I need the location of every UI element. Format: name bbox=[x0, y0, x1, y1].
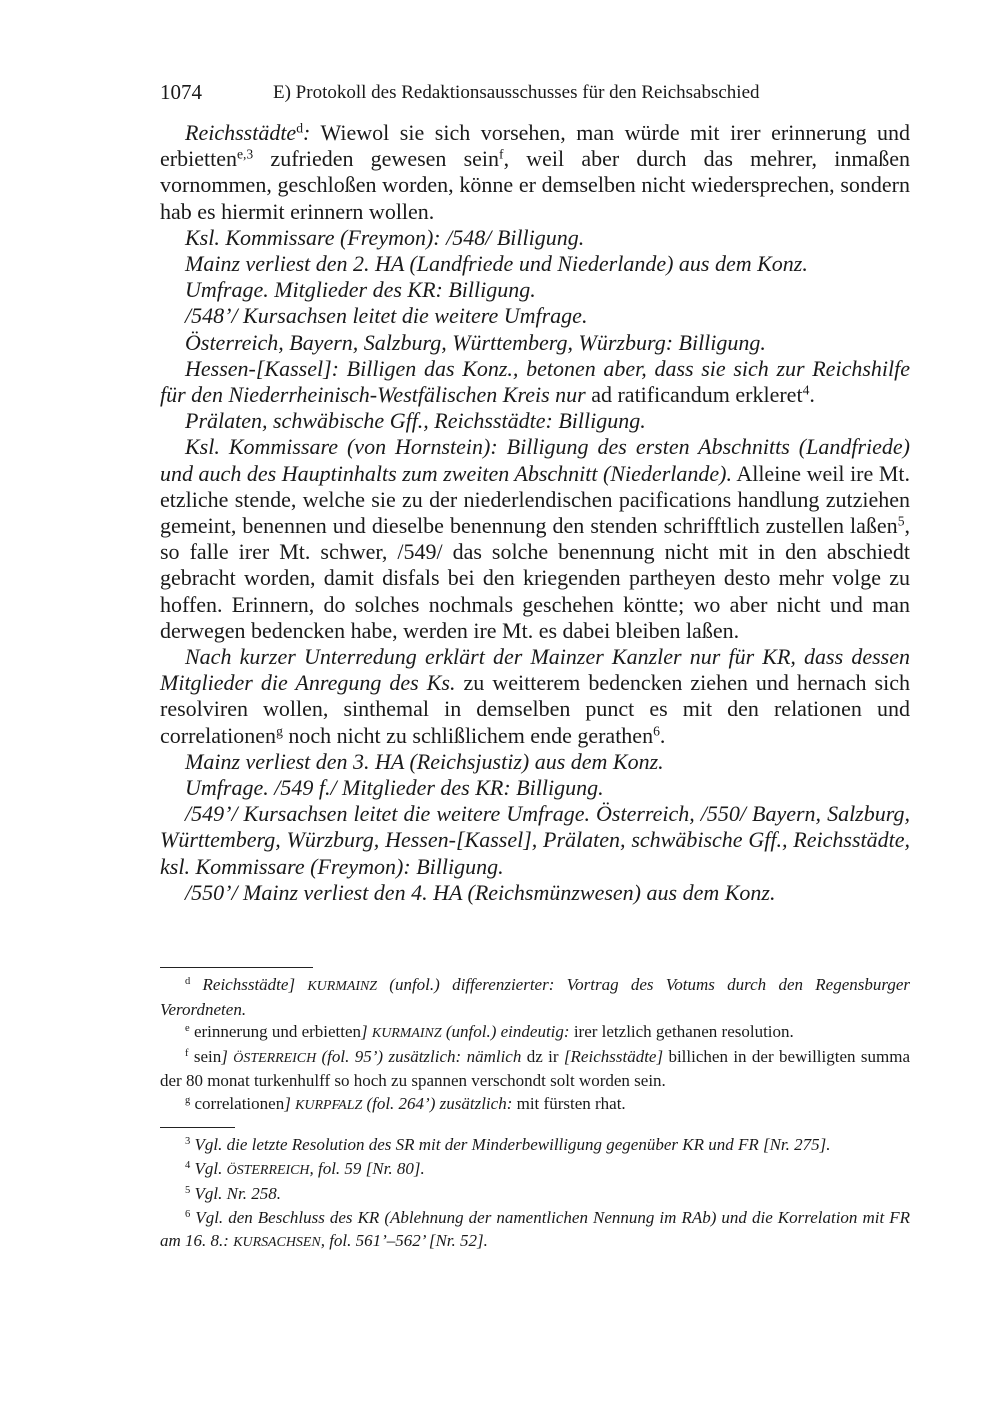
text-segment: KURSACHSEN bbox=[233, 1235, 321, 1250]
text-segment: Vgl. bbox=[190, 1158, 227, 1178]
text-segment: , fol. 59 [Nr. 80]. bbox=[309, 1158, 425, 1178]
text-segment: mit fürsten rhat. bbox=[512, 1093, 626, 1113]
text-segment: Hessen-[Kassel]: Billigen das Konz., betonen aber, dass sie sich zur Reichshilfe für den Niederrheinisch-Westfälischen Kreis nur bbox=[160, 355, 910, 408]
note-marker: 6 bbox=[653, 723, 660, 739]
footnote bbox=[160, 1133, 910, 1157]
footnote bbox=[160, 1206, 910, 1255]
note-marker: 6 bbox=[185, 1208, 191, 1220]
paragraph bbox=[160, 775, 910, 801]
text-segment: Ksl. Kommissare (Freymon): /548/ Billigung. bbox=[185, 224, 585, 250]
paragraph bbox=[160, 644, 910, 749]
text-segment: KURMAINZ bbox=[371, 1026, 442, 1041]
text-segment: Österreich, Bayern, Salzburg, Württemberg, Würzburg: Billigung. bbox=[185, 329, 766, 355]
text-segment: (unfol.) differenzierter: Vortrag des Votums durch den Regensburger Verordneten. bbox=[160, 975, 910, 1019]
text-segment: Reichsstädte] bbox=[190, 975, 308, 994]
note-marker: 5 bbox=[185, 1185, 191, 1197]
text-segment: ] bbox=[284, 1093, 296, 1113]
text-segment: Alleine weil ire Mt. etzliche stende, welche sie zu der niederlendischen pacifications handlung zutziehen gemeint, benennen und dieselbe benennung den stenden schrifftlich zustellen laßen bbox=[160, 460, 911, 539]
text-note bbox=[160, 1093, 910, 1118]
text-segment: erinnerung und erbietten bbox=[189, 1022, 362, 1041]
text-segment: : bbox=[303, 120, 311, 145]
paragraph bbox=[160, 749, 910, 775]
text-segment: /550’/ Mainz verliest den 4. HA (Reichsmünzwesen) aus dem Konz. bbox=[185, 879, 776, 905]
text-segment: /549’/ Kursachsen leitet die weitere Umfrage. Österreich, /550/ Bayern, Salzburg, Württemberg, Würzburg, Hessen-[Kassel], Prälaten, schwäbische Gff., Reichsstädte, ksl. Kommissare (Freymon): Billigung. bbox=[160, 801, 910, 879]
note-marker: 5 bbox=[897, 513, 905, 529]
paragraph bbox=[160, 408, 910, 434]
text-segment: Wiewol sie sich vorsehen, man würde mit irer erinnerung und erbietten bbox=[160, 120, 910, 172]
text-note bbox=[160, 1046, 910, 1093]
footnote bbox=[160, 1157, 910, 1183]
note-marker: g bbox=[276, 723, 283, 739]
text-segment: , so falle irer Mt. schwer, /549/ das solche benennung nicht mit in den abschiedt gebracht worden, damit disfals bei den kriegenden partheyen desto mehr volge zu hoffen. Erinnern, do solches nochmals geschehen köntte; wo aber nicht und man derwegen bedencken habe, werden ire Mt. es dabei bleiben laßen. bbox=[160, 513, 910, 643]
text-segment: zu weitterem bedencken ziehen und hernach sich resolviren wollen, sinthemal in demselben punct es mit den relationen und correlationen bbox=[160, 670, 910, 748]
text-segment: irer letzlich gethanen resolution. bbox=[569, 1022, 794, 1041]
text-note bbox=[160, 1021, 910, 1046]
main-text bbox=[160, 120, 910, 906]
text-segment: ] bbox=[221, 1046, 234, 1066]
text-segment: , fol. 561’–562’ [Nr. 52]. bbox=[320, 1231, 488, 1250]
note-marker: f bbox=[185, 1047, 189, 1059]
text-segment: zufrieden gewesen sein bbox=[253, 146, 500, 172]
paragraph bbox=[160, 303, 910, 329]
text-segment: Mainz verliest den 2. HA (Landfriede und Niederlande) aus dem Konz. bbox=[185, 251, 808, 277]
text-segment: (unfol.) eindeutig: bbox=[441, 1022, 570, 1041]
paragraph bbox=[160, 434, 910, 644]
text-segment: Vgl. Nr. 258. bbox=[190, 1184, 281, 1203]
text-segment: Umfrage. Mitglieder des KR: Billigung. bbox=[185, 277, 536, 303]
text-segment: (fol. 95’) zusätzlich: nämlich bbox=[316, 1046, 522, 1066]
text-notes-divider bbox=[160, 967, 313, 968]
text-segment: ] bbox=[361, 1022, 372, 1041]
paragraph bbox=[160, 225, 910, 251]
footnotes bbox=[160, 1133, 910, 1255]
text-segment: ÖSTERREICH bbox=[226, 1162, 310, 1178]
text-segment: ÖSTERREICH bbox=[233, 1050, 317, 1066]
text-segment: KURMAINZ bbox=[307, 979, 378, 994]
text-segment: [Reichsstädte] bbox=[563, 1046, 664, 1066]
text-critical-notes bbox=[160, 974, 910, 1117]
note-marker: e,3 bbox=[236, 146, 254, 162]
footnotes-divider bbox=[160, 1127, 235, 1128]
text-segment: Vgl. den Beschluss des KR (Ablehnung der namentlichen Nennung im RAb) und die Korrelation mit FR am 16. 8.: bbox=[160, 1207, 910, 1250]
text-segment: Ksl. Kommissare (von Hornstein): Billigung des ersten Abschnitts (Landfriede) und auch des Hauptinhalts zum zweiten Abschnitt (Niederlande). bbox=[160, 434, 910, 486]
paragraph bbox=[160, 330, 910, 356]
footnote bbox=[160, 1182, 910, 1206]
text-segment: . bbox=[809, 382, 815, 408]
text-segment: Nach kurzer Unterredung erklärt der Mainzer Kanzler nur für KR, dass dessen Mitglieder die Anregung des Ks. bbox=[160, 644, 910, 696]
paragraph bbox=[160, 277, 910, 303]
note-marker: e bbox=[185, 1023, 190, 1035]
text-segment: dz ir bbox=[521, 1046, 564, 1066]
paragraph bbox=[160, 880, 910, 906]
text-segment: (fol. 264’) zusätzlich: bbox=[362, 1093, 513, 1113]
note-marker: f bbox=[499, 146, 504, 162]
text-segment: Prälaten, schwäbische Gff., Reichsstädte: Billigung. bbox=[185, 408, 646, 434]
paragraph bbox=[160, 251, 910, 277]
text-segment: /548’/ Kursachsen leitet die weitere Umfrage. bbox=[185, 303, 588, 329]
paragraph bbox=[160, 120, 910, 225]
paragraph bbox=[160, 801, 910, 880]
text-segment: ad ratificandum erkleret bbox=[585, 382, 803, 408]
text-segment: billichen in der bewilligten summa der 80 monat turkenhulff so hoch zu spannen verschondt solt worden sein. bbox=[160, 1046, 910, 1090]
page-number: 1074 bbox=[160, 80, 202, 104]
text-segment: Reichsstädte bbox=[185, 120, 297, 145]
note-marker: d bbox=[296, 120, 304, 136]
text-note bbox=[160, 974, 910, 1021]
text-segment: Mainz verliest den 3. HA (Reichsjustiz) aus dem Konz. bbox=[185, 748, 664, 774]
text-segment: KURPFALZ bbox=[295, 1097, 363, 1113]
note-marker: g bbox=[185, 1094, 191, 1106]
text-segment: correlationen bbox=[190, 1093, 285, 1113]
text-segment: sein bbox=[188, 1046, 222, 1066]
text-segment: Umfrage. /549 f./ Mitglieder des KR: Billigung. bbox=[185, 775, 604, 801]
text-segment: Vgl. die letzte Resolution des SR mit der Minderbewilligung gegenüber KR und FR [Nr. 275]. bbox=[190, 1135, 831, 1154]
note-marker: d bbox=[185, 976, 191, 988]
running-title: E) Protokoll des Redaktionsausschusses für den Reichsabschied bbox=[273, 82, 760, 103]
text-segment: noch nicht zu schlißlichem ende gerathen bbox=[282, 722, 654, 748]
text-segment: . bbox=[659, 722, 666, 748]
note-marker: 4 bbox=[185, 1159, 191, 1171]
paragraph bbox=[160, 356, 910, 408]
note-marker: 4 bbox=[802, 382, 810, 398]
text-segment: , weil aber durch das mehrer, inmaßen vornommen, geschloßen worden, könne er demselben nicht wiedersprechen, sondern hab es hiermit erinnern wollen. bbox=[160, 146, 910, 224]
note-marker: 3 bbox=[185, 1136, 191, 1148]
